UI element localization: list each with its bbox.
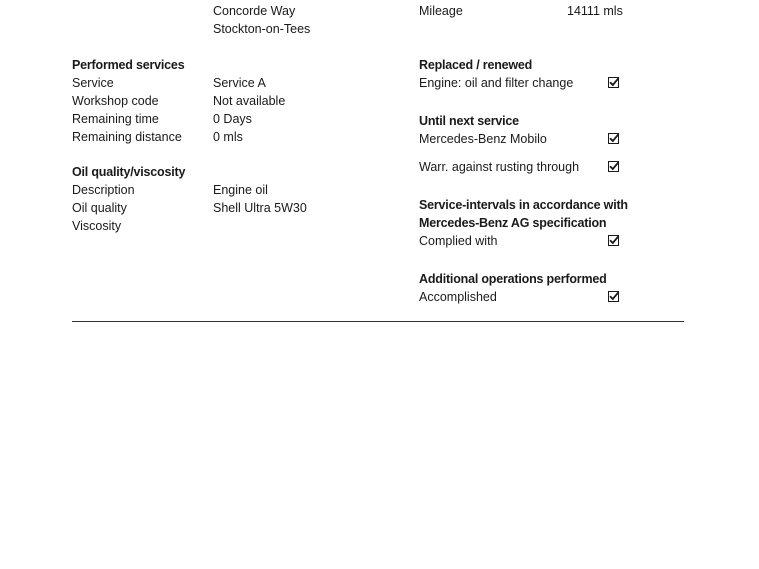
- address-line-2: Stockton-on-Tees: [213, 22, 311, 36]
- oil-quality-label: Oil quality: [72, 201, 127, 215]
- complied-label: Complied with: [419, 234, 498, 248]
- oil-quality-heading: Oil quality/viscosity: [72, 165, 186, 179]
- oil-quality-value: Shell Ultra 5W30: [213, 201, 307, 215]
- mileage-value: 14111 mls: [567, 4, 623, 18]
- next-service-heading: Until next service: [419, 114, 519, 128]
- accomplished-label: Accomplished: [419, 290, 497, 304]
- description-value: Engine oil: [213, 183, 268, 197]
- description-label: Description: [72, 183, 135, 197]
- intervals-heading-line-1: Service-intervals in accordance with: [419, 198, 628, 212]
- address-line-1: Concorde Way: [213, 4, 296, 18]
- remaining-time-label: Remaining time: [72, 112, 159, 126]
- checkbox-checked-icon: [608, 291, 619, 302]
- intervals-heading-line-2: Mercedes-Benz AG specification: [419, 216, 607, 230]
- rust-warranty-label: Warr. against rusting through: [419, 160, 580, 174]
- workshop-code-label: Workshop code: [72, 94, 159, 108]
- viscosity-label: Viscosity: [72, 219, 122, 233]
- mileage-label: Mileage: [419, 4, 463, 18]
- remaining-time-value: 0 Days: [213, 112, 252, 126]
- workshop-code-value: Not available: [213, 94, 286, 108]
- replaced-heading: Replaced / renewed: [419, 58, 533, 72]
- remaining-distance-label: Remaining distance: [72, 130, 182, 144]
- checkbox-checked-icon: [608, 77, 619, 88]
- remaining-distance-value: 0 mls: [213, 130, 243, 144]
- mobilo-label: Mercedes-Benz Mobilo: [419, 132, 547, 146]
- service-value: Service A: [213, 76, 266, 90]
- checkbox-checked-icon: [608, 235, 619, 246]
- section-divider: [72, 321, 684, 322]
- checkbox-checked-icon: [608, 161, 619, 172]
- service-label: Service: [72, 76, 114, 90]
- performed-services-heading: Performed services: [72, 58, 185, 72]
- checkbox-checked-icon: [608, 133, 619, 144]
- replaced-item-label: Engine: oil and filter change: [419, 76, 574, 90]
- additional-heading: Additional operations performed: [419, 272, 607, 286]
